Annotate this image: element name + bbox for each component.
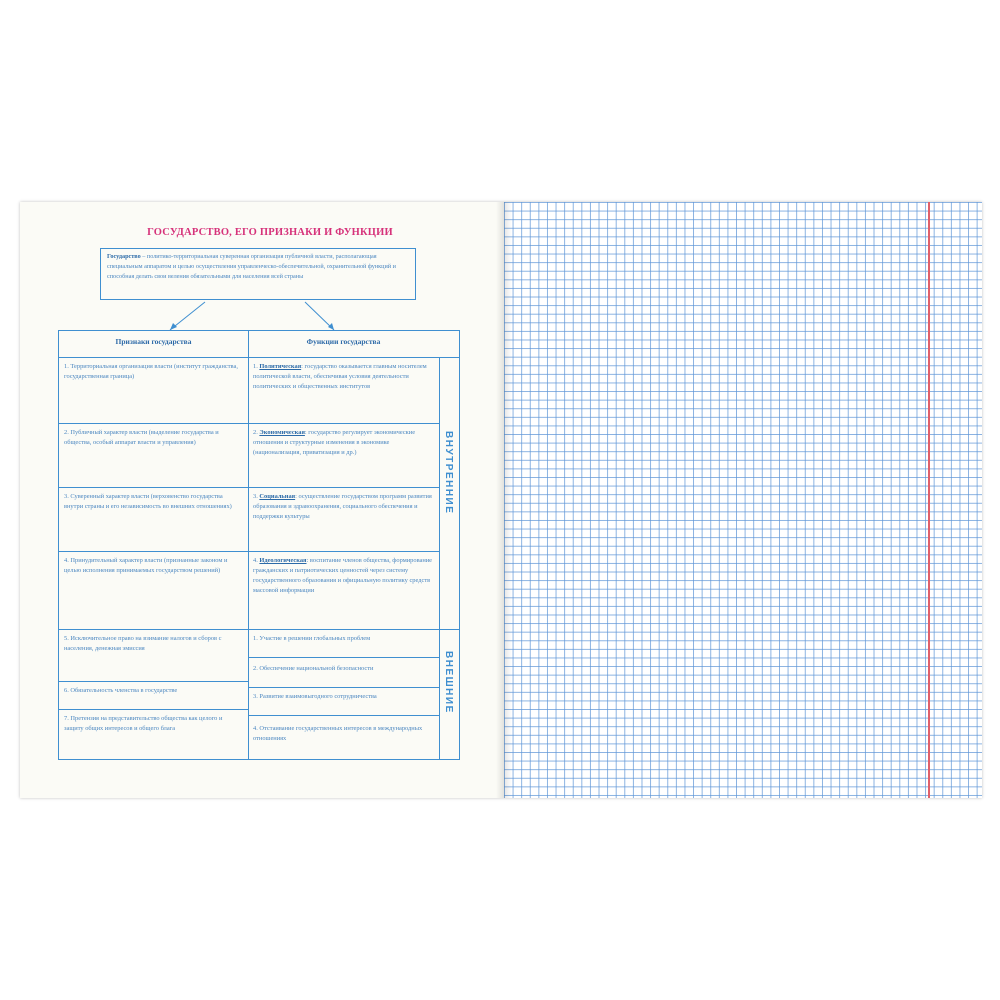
sign-item: 6. Обязательность членства в государстве (64, 687, 178, 694)
external-function-item: 2. Обеспечение национальной безопасности (253, 665, 374, 672)
function-term: Социальная (259, 493, 296, 500)
internal-function-item: 3. Социальная: осуществление государством программ развития образования и здравоохранения, социального обеспечения и поддержки культуры (253, 493, 432, 520)
row-divider (248, 551, 439, 552)
sign-item: 7. Претензия на представительство общества как целого и защиту общих интересов и общего блага (64, 715, 223, 732)
definition-text: – политико-территориальная суверенная организация публичной власти, располагающая специальным аппаратом и целью осуществления управленческо-обеспечительной, охранительной функций и способная делать свои веления обязательными для населения всей страны (107, 253, 396, 280)
external-label: ВНЕШНИЕ (443, 651, 454, 714)
definition-term: Государство (107, 253, 141, 260)
arrow-right-line (305, 302, 334, 330)
row-divider (248, 657, 439, 658)
page-title: ГОСУДАРСТВО, ЕГО ПРИЗНАКИ И ФУНКЦИИ (147, 227, 393, 238)
notebook-spread (20, 202, 982, 798)
row-divider (59, 709, 248, 710)
external-function-item: 3. Развитие взаимовыгодного сотрудничества (253, 693, 377, 700)
section-divider (248, 629, 459, 630)
sign-item: 4. Принудительный характер власти (признанные законом и целью исполнения принимаемых государством решений) (64, 557, 228, 574)
row-divider (59, 551, 248, 552)
function-text: : государство оказывается главным носителем политической власти, обеспечивая условия деятельности политических и общественных институтов (253, 363, 427, 390)
notebook-spine (496, 202, 512, 798)
header-functions: Функции государства (306, 337, 381, 346)
row-divider (59, 487, 248, 488)
sign-item: 1. Территориальная организация власти (институт гражданства, государственная граница) (64, 363, 238, 380)
arrow-right-head (328, 323, 334, 330)
internal-function-item: 2. Экономическая: государство регулирует экономические отношения и структурные изменения в экономике (национализация, приватизация и др.) (253, 429, 416, 456)
row-divider (59, 423, 248, 424)
arrow-left-head (170, 323, 177, 330)
external-function-item: 1. Участие в решении глобальных проблем (253, 635, 371, 642)
arrow-left-line (170, 302, 205, 330)
grid-page (504, 202, 982, 798)
row-divider (248, 487, 439, 488)
definition-box (100, 248, 416, 300)
header-divider (59, 357, 459, 358)
internal-function-item: 1. Политическая: государство оказывается главным носителем политической власти, обеспечивая условия деятельности политических и общественных институтов (253, 363, 427, 390)
sign-item: 5. Исключительное право на взимание налогов и сборов с населения, денежная эмиссия (64, 635, 222, 652)
header-signs: Признаки государства (115, 337, 192, 346)
function-text: : осуществление государством программ развития образования и здравоохранения, социального обеспечения и поддержки культуры (253, 493, 432, 520)
sign-item: 3. Суверенный характер власти (верховенство государства внутри страны и его независимость во внешних отношениях) (64, 493, 232, 510)
external-function-item: 4. Отстаивание государственных интересов в международных отношениях (253, 725, 423, 742)
function-text: : воспитание членов общества, формирование гражданских и патриотических ценностей через систему государственного образования и официальную политику средств массовой информации (253, 557, 433, 594)
row-divider (248, 423, 439, 424)
signs-functions-table (58, 330, 460, 760)
row-divider (248, 715, 439, 716)
function-term: Экономическая (259, 429, 305, 436)
left-page (20, 202, 504, 798)
internal-function-item: 4. Идеологическая: воспитание членов общества, формирование гражданских и патриотических ценностей через систему государственного образования и официальную политику средств массовой информации (253, 557, 433, 594)
function-term: Политическая (259, 363, 302, 370)
table-label-divider (439, 357, 440, 759)
function-text: : государство регулирует экономические отношения и структурные изменения в экономике (национализация, приватизация и др.) (253, 429, 416, 456)
row-divider (59, 681, 248, 682)
sign-item: 2. Публичный характер власти (выделение государства и общества, особый аппарат власти и управления) (64, 429, 219, 446)
row-divider (59, 629, 248, 630)
margin-line (928, 202, 930, 798)
internal-label: ВНУТРЕННИЕ (443, 431, 454, 515)
function-term: Идеологическая (259, 557, 307, 564)
row-divider (248, 687, 439, 688)
